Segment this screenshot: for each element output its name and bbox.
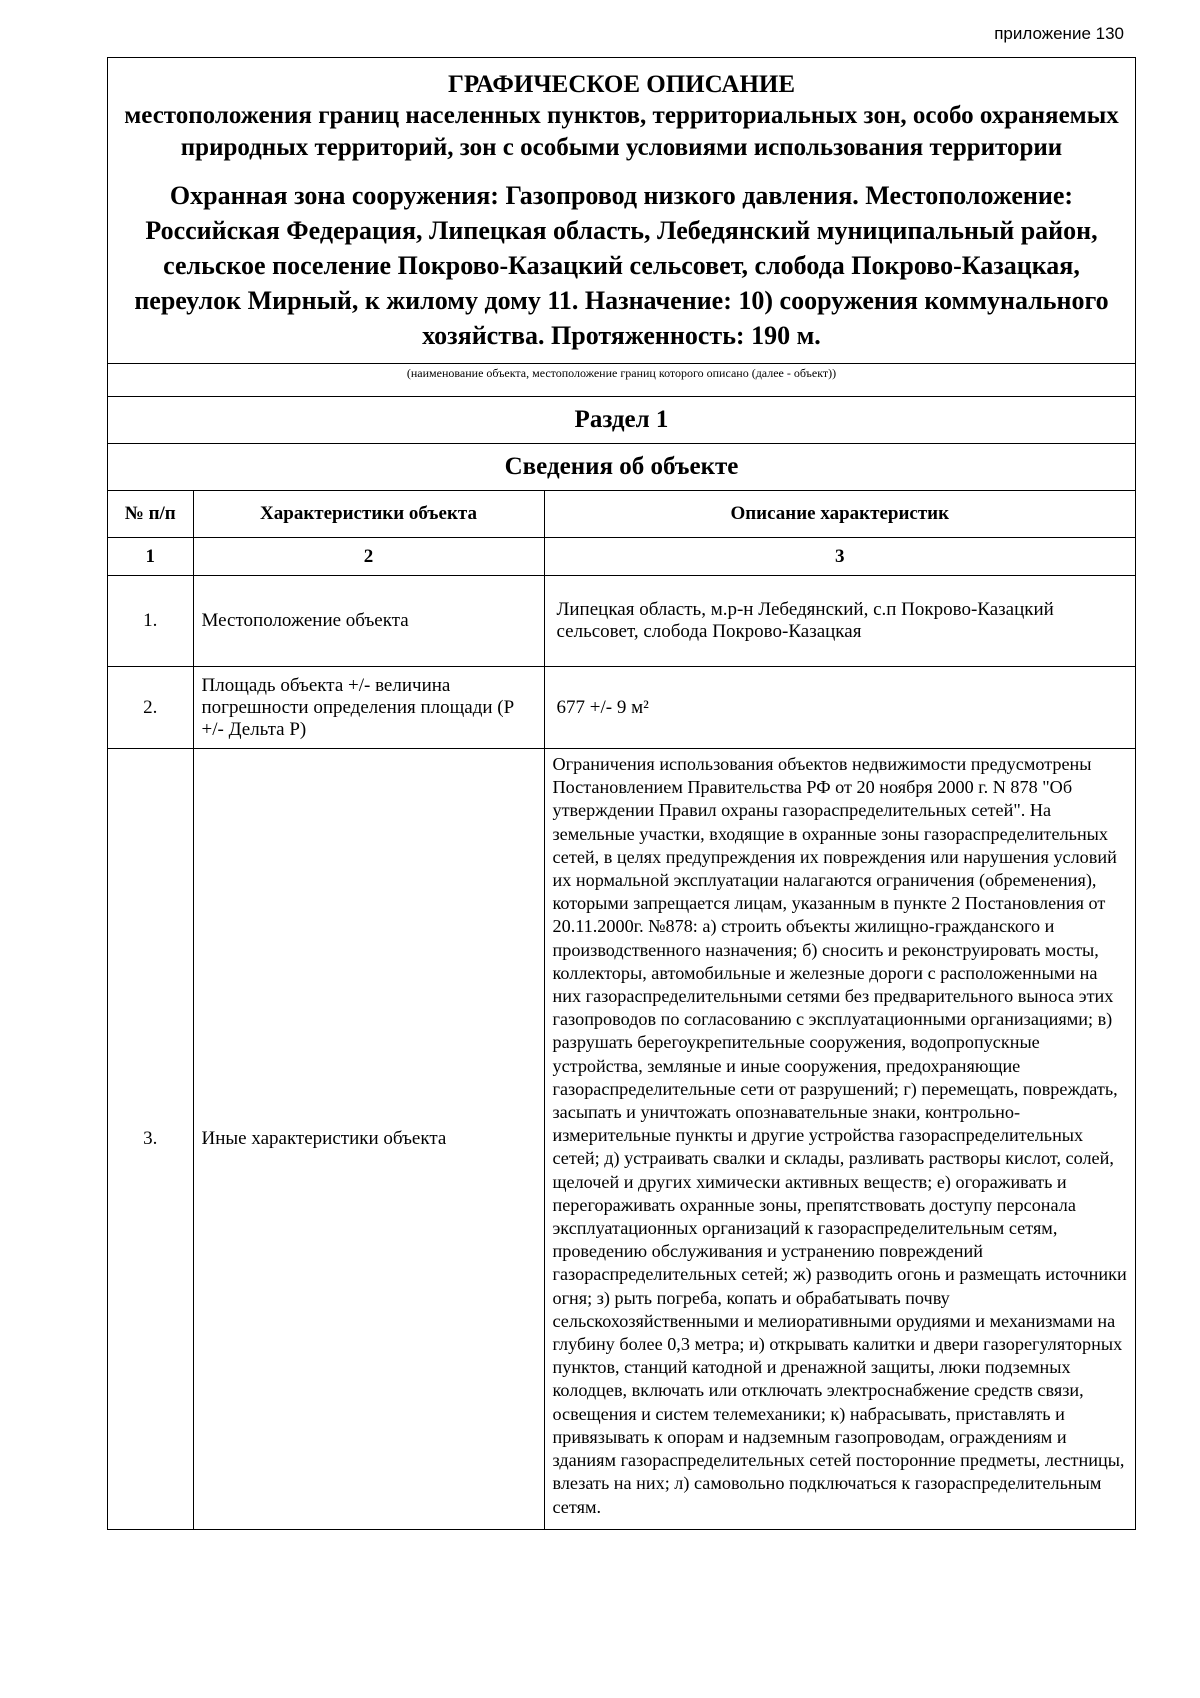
table-row (108, 749, 1135, 1529)
document-title: ГРАФИЧЕСКОЕ ОПИСАНИЕ (447, 71, 796, 98)
section-title: Раздел 1 (108, 396, 1135, 443)
header-cell-characteristic: Характеристики объекта (193, 491, 544, 538)
object-info-table (108, 490, 1135, 1529)
column-number-2: 2 (193, 538, 544, 576)
row-description: 677 +/- 9 м² (544, 667, 1135, 749)
table-header-row (108, 491, 1135, 538)
table-row (108, 576, 1135, 667)
header-cell-description: Описание характеристик (544, 491, 1135, 538)
row-description: Липецкая область, м.р-н Лебедянский, с.п Покрово-Казацкий сельсовет, слобода Покрово-Казацкая (544, 576, 1135, 667)
row-number: 2. (108, 667, 193, 749)
column-number-1: 1 (108, 538, 193, 576)
row-number: 3. (108, 749, 193, 1529)
object-caption: (наименование объекта, местоположение границ которого описано (далее - объект)) (406, 366, 837, 380)
appendix-label: приложение 130 (994, 24, 1124, 43)
table-row (108, 667, 1135, 749)
column-number-row (108, 538, 1135, 576)
row-number: 1. (108, 576, 193, 667)
section-subtitle: Сведения об объекте (108, 443, 1135, 490)
row-characteristic: Местоположение объекта (193, 576, 544, 667)
row-characteristic: Иные характеристики объекта (193, 749, 544, 1529)
row-characteristic: Площадь объекта +/- величина погрешности определения площади (Р +/- Дельта Р) (193, 667, 544, 749)
column-number-3: 3 (544, 538, 1135, 576)
row-description: Ограничения использования объектов недвижимости предусмотрены Постановлением Правительства РФ от 20 ноября 2000 г. N 878 "Об утверждении Правил охраны газораспределительных сетей". На земельные участки, входящие в охранные зоны газораспределительных сетей, в целях предупреждения их повреждения или нарушения условий их нормальной эксплуатации налагаются ограничения (обременения), которыми запрещается лицам, указанным в пункте 2 Постановления от 20.11.2000г. №878: а) строить объекты жилищно-гражданского и производственного назначения; б) сносить и реконструировать мосты, коллекторы, автомобильные и железные дороги с расположенными на них газораспределительными сетями без предварительного выноса этих газопроводов по согласованию с эксплуатационными организациями; в) разрушать берегоукрепительные сооружения, водопропускные устройства, земляные и иные сооружения, предохраняющие газораспределительные сети от разрушений; г) перемещать, повреждать, засыпать и уничтожать опознавательные знаки, контрольно-измерительные пункты и другие устройства газораспределительных сетей; д) устраивать свалки и склады, разливать растворы кислот, солей, щелочей и других химически активных веществ; е) огораживать и перегораживать охранные зоны, препятствовать доступу персонала эксплуатационных организаций к газораспределительным сетям, проведению обслуживания и устранению повреждений газораспределительных сетей; ж) разводить огонь и размещать источники огня; з) рыть погреба, копать и обрабатывать почву сельскохозяйственными и мелиоративными орудиями и механизмами на глубину более 0,3 метра; и) открывать калитки и двери газорегуляторных пунктов, станций катодной и дренажной защиты, люки подземных колодцев, включать или отключать электроснабжение средств связи, освещения и систем телемеханики; к) набрасывать, приставлять и привязывать к опорам и надземным газопроводам, ограждениям и зданиям газораспределительных сетей посторонние предметы, лестницы, влезать на них; л) самовольно подключаться к газораспределительным сетям. (544, 749, 1135, 1529)
header-cell-number: № п/п (108, 491, 193, 538)
document-frame (107, 57, 1136, 1530)
object-name: Охранная зона сооружения: Газопровод низкого давления. Местоположение: Российская Федерация, Липецкая область, Лебедянский муниципальный район, сельское поселение Покрово-Казацкий сельсовет, слобода Покрово-Казацкая, переулок Мирный, к жилому дому 11. Назначение: 10) сооружения коммунального хозяйства. Протяженность: 190 м. (134, 181, 1109, 350)
document-subtitle: местоположения границ населенных пунктов, территориальных зон, особо охраняемых природных территорий, зон с особыми условиями использования территории (124, 102, 1119, 161)
document-header (108, 58, 1135, 357)
